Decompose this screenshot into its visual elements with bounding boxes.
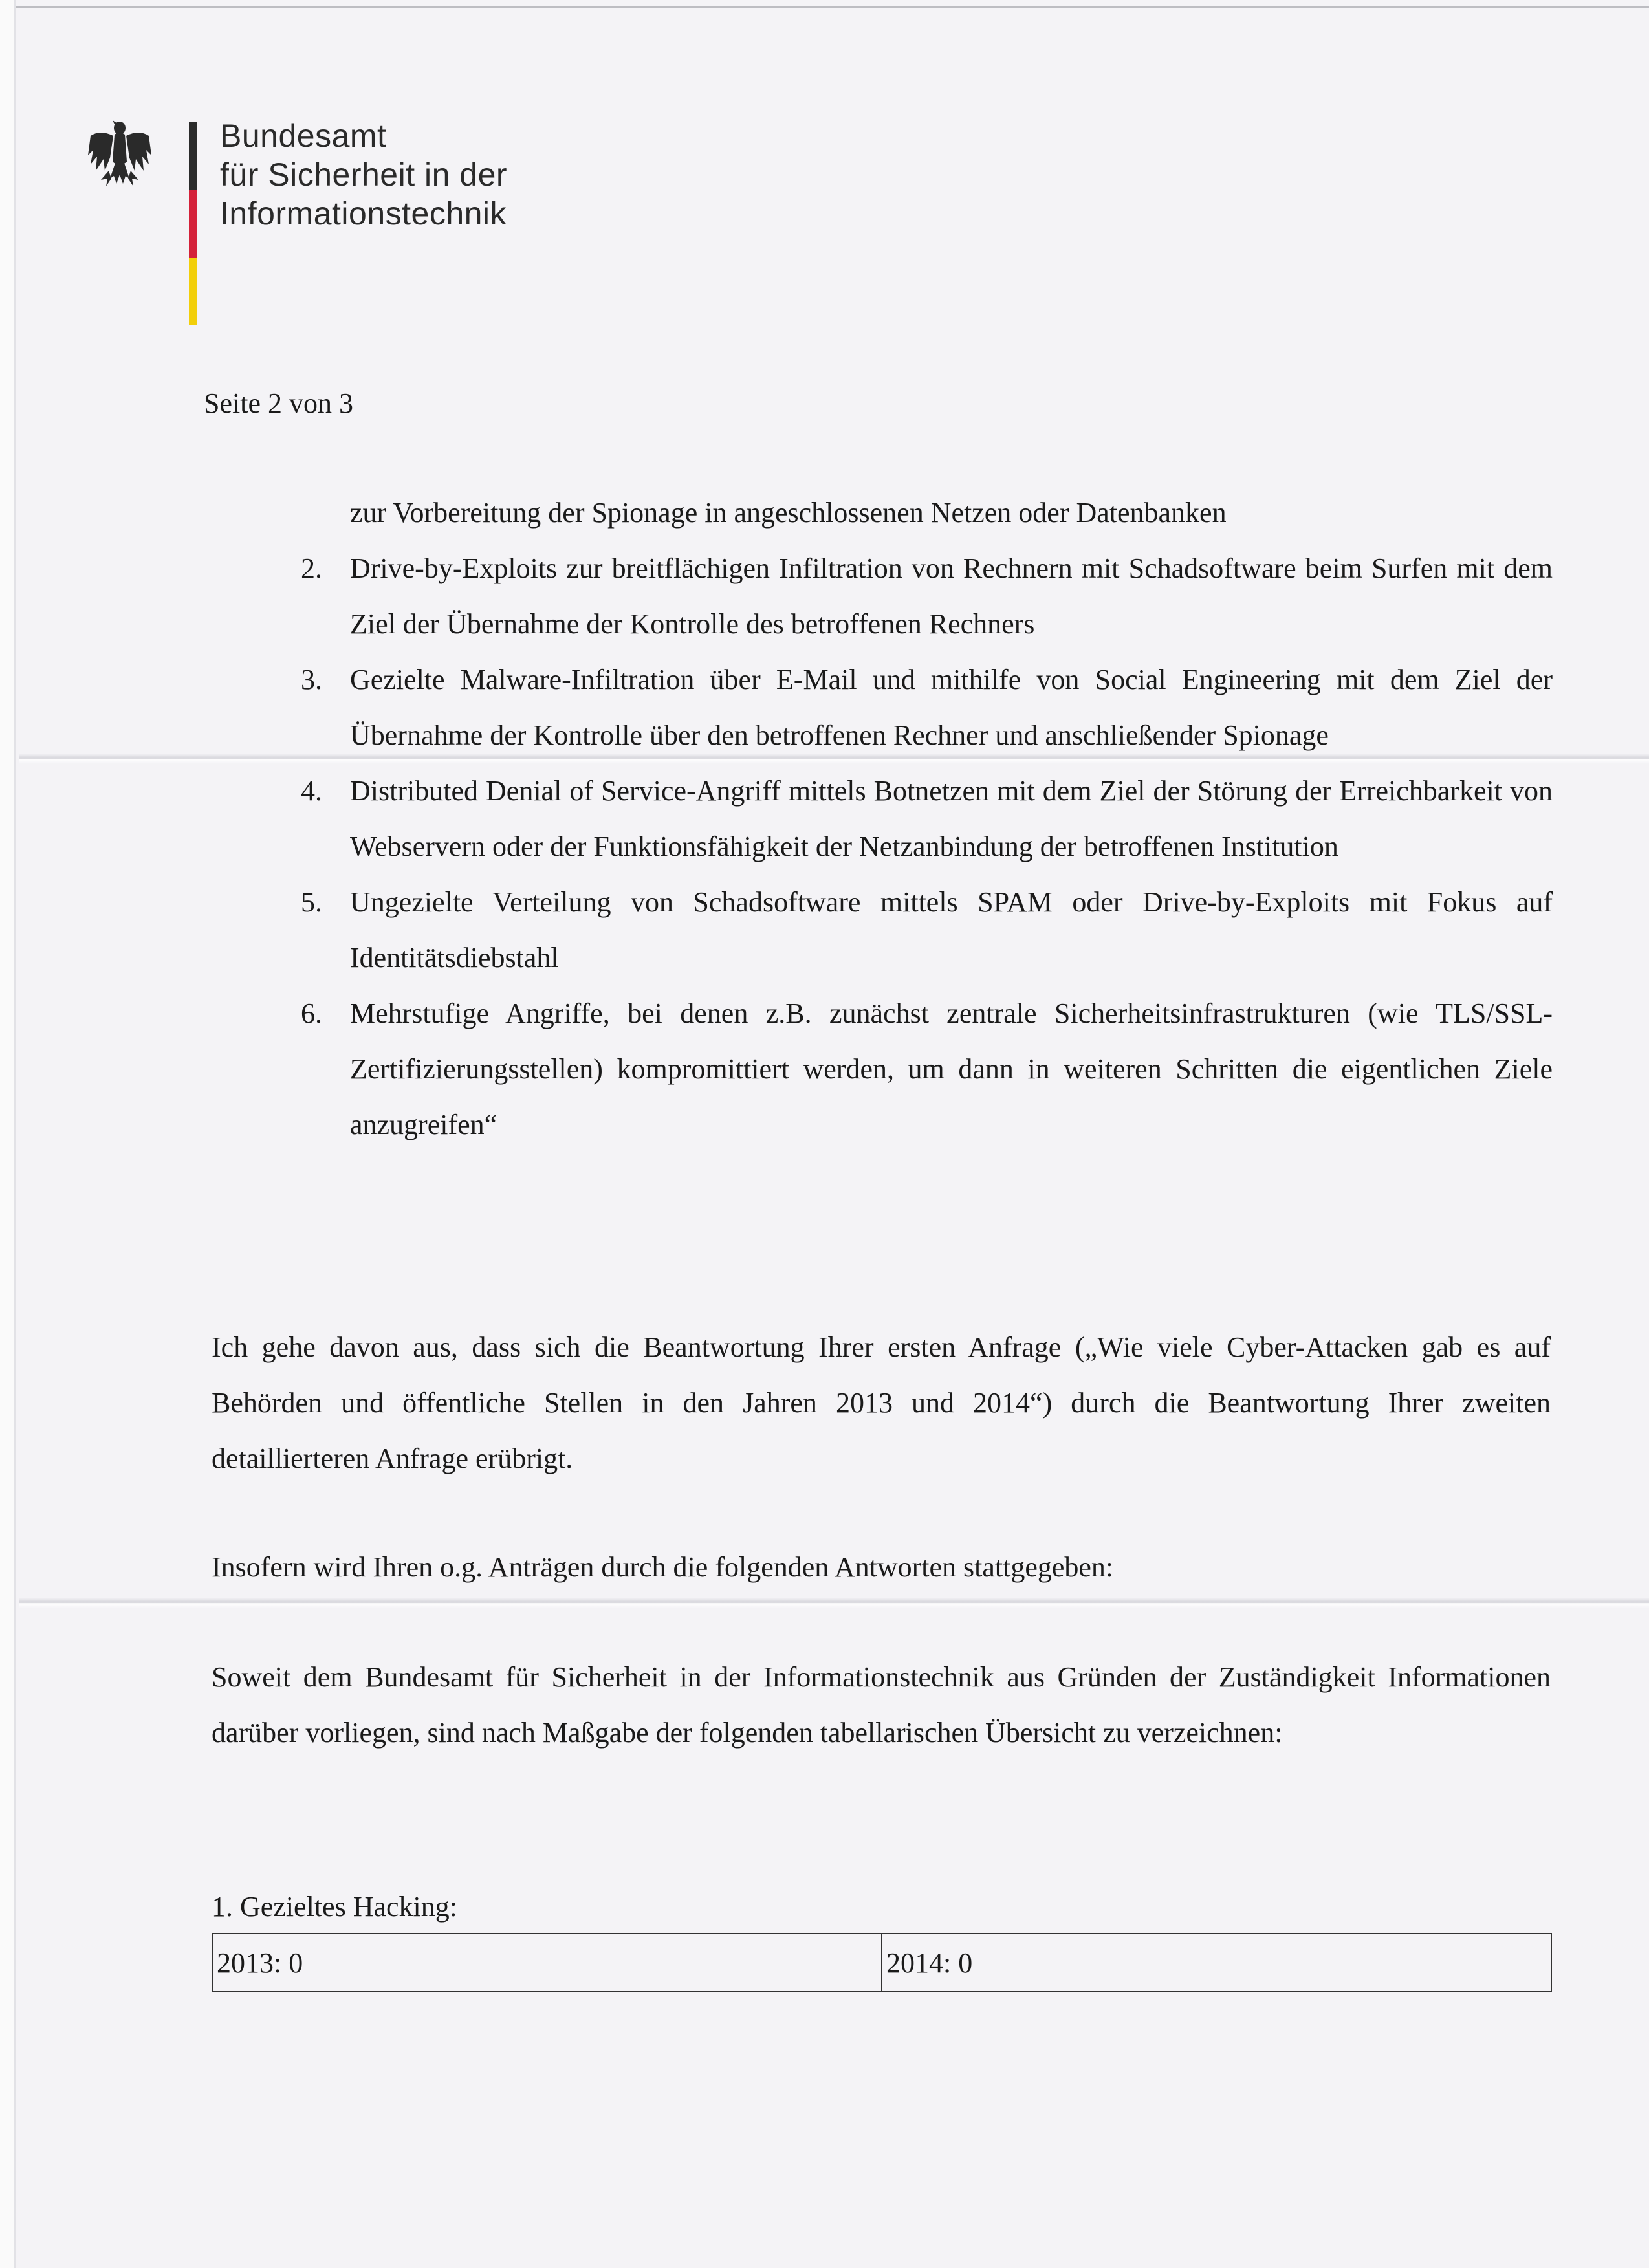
list-item bbox=[301, 875, 1553, 986]
list-item bbox=[301, 986, 1553, 1153]
list-item-text: Gezielte Malware-Infiltration über E-Mail und mithilfe von Social Engineering mit dem Ziel der Übernahme der Kontrolle über den betroffenen Rechner und anschließender Spionage bbox=[350, 664, 1553, 751]
list-item-text: zur Vorbereitung der Spionage in angeschlossenen Netzen oder Datenbanken bbox=[350, 497, 1227, 529]
list-item-continuation bbox=[301, 485, 1553, 541]
paragraph-granted: Insofern wird Ihren o.g. Anträgen durch die folgenden Antworten stattgegeben: bbox=[212, 1551, 1114, 1583]
federal-eagle-icon bbox=[84, 116, 155, 194]
german-flag-bar bbox=[189, 122, 197, 325]
list-item bbox=[301, 652, 1553, 763]
organization-name bbox=[220, 116, 507, 233]
table-cell-2013: 2013: 0 bbox=[212, 1934, 882, 1992]
paragraph-assumption: Ich gehe davon aus, dass sich die Beantwortung Ihrer ersten Anfrage („Wie viele Cyber-Attacken gab es auf Behörden und öffentliche Stellen in den Jahren 2013 und 2014“) durch die Beantwortung Ihrer zweiten detaillierteren Anfrage erübrigt. bbox=[212, 1331, 1551, 1474]
list-item-text: Distributed Denial of Service-Angriff mittels Botnetzen mit dem Ziel der Störung der Erreichbarkeit von Webservern oder der Funktionsfähigkeit der Netzanbindung der betroffenen Institution bbox=[350, 775, 1553, 862]
list-item-text: Ungezielte Verteilung von Schadsoftware mittels SPAM oder Drive-by-Exploits mit Fokus auf Identitätsdiebstahl bbox=[350, 886, 1553, 974]
list-item bbox=[301, 763, 1553, 875]
list-item-text: Mehrstufige Angriffe, bei denen z.B. zunächst zentrale Sicherheitsinfrastrukturen (wie TLS/SSL-Zertifizierungsstellen) kompromittiert werden, um dann in weiteren Schritten die eigentlichen Ziele anzugreifen“ bbox=[350, 998, 1553, 1140]
paragraph-overview: Soweit dem Bundesamt für Sicherheit in der Informationstechnik aus Gründen der Zuständigkeit Informationen darüber vorliegen, sind nach Maßgabe der folgenden tabellarischen Übersicht zu verzeichnen: bbox=[212, 1661, 1551, 1749]
list-item-number: 2. bbox=[301, 552, 322, 584]
list-item-number: 3. bbox=[301, 664, 322, 695]
targeted-hacking-table bbox=[212, 1933, 1552, 1992]
paper-fold-line bbox=[19, 1598, 1649, 1608]
attack-types-list bbox=[301, 485, 1553, 1153]
org-line: Informationstechnik bbox=[220, 195, 507, 232]
list-item-number: 5. bbox=[301, 886, 322, 918]
list-item bbox=[301, 541, 1553, 652]
org-line: Bundesamt bbox=[220, 118, 387, 154]
section-title-targeted-hacking: 1. Gezieltes Hacking: bbox=[212, 1891, 457, 1923]
table-row bbox=[212, 1934, 1551, 1992]
page-number: Seite 2 von 3 bbox=[204, 387, 353, 419]
list-item-text: Drive-by-Exploits zur breitflächigen Infiltration von Rechnern mit Schadsoftware beim Surfen mit dem Ziel der Übernahme der Kontrolle des betroffenen Rechners bbox=[350, 552, 1553, 640]
page-left-edge bbox=[0, 0, 16, 2268]
flag-black-stripe bbox=[189, 122, 197, 190]
page-top-edge bbox=[0, 0, 1649, 8]
list-item-number: 4. bbox=[301, 775, 322, 807]
flag-gold-stripe bbox=[189, 258, 197, 325]
org-line: für Sicherheit in der bbox=[220, 157, 508, 193]
table-cell-2014: 2014: 0 bbox=[882, 1934, 1551, 1992]
flag-red-stripe bbox=[189, 190, 197, 258]
list-item-number: 6. bbox=[301, 998, 322, 1029]
